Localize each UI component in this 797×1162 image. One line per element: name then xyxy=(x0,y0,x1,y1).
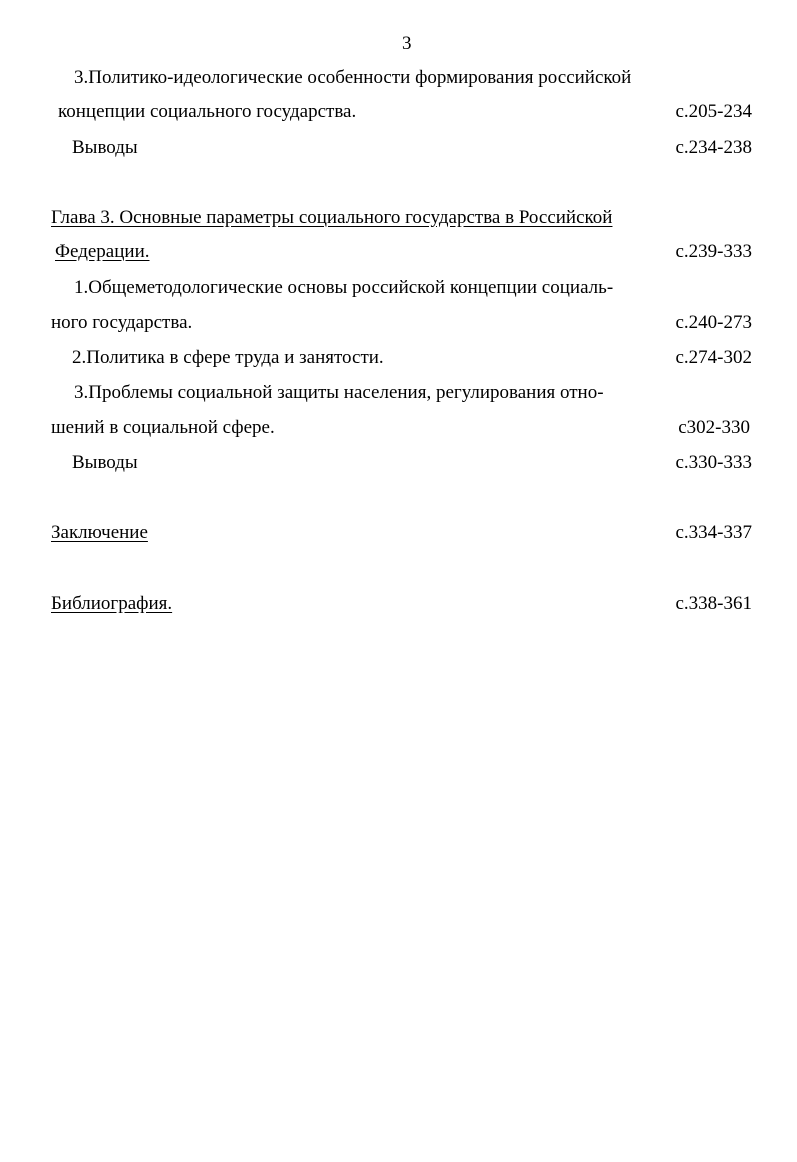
toc-chapter2-conclusions-label: Выводы xyxy=(72,137,138,158)
toc-item-2-3-line1: 3.Политико-идеологические особенности формирования российской xyxy=(74,67,632,88)
toc-chapter3-title-line1: Глава 3. Основные параметры социального государства в Российской xyxy=(51,207,613,228)
toc-chapter3-pages: с.239-333 xyxy=(675,241,752,262)
toc-chapter2-conclusions-pages: с.234-238 xyxy=(675,137,752,158)
toc-item-3-1-line1: 1.Общеметодологические основы российской концепции социаль- xyxy=(74,277,614,298)
toc-item-3-3-pages: с302-330 xyxy=(678,417,750,438)
toc-conclusion-label: Заключение xyxy=(51,522,148,543)
toc-item-2-3-pages: с.205-234 xyxy=(675,101,752,122)
toc-bibliography-pages: с.338-361 xyxy=(675,593,752,614)
toc-item-3-3-line1: 3.Проблемы социальной защиты населения, регулирования отно- xyxy=(74,382,604,403)
toc-chapter3-title-line2: Федерации. xyxy=(55,241,150,262)
toc-item-3-1-pages: с.240-273 xyxy=(675,312,752,333)
toc-bibliography-label: Библиография. xyxy=(51,593,173,614)
toc-chapter3-conclusions-pages: с.330-333 xyxy=(675,452,752,473)
toc-item-3-2-line1: 2.Политика в сфере труда и занятости. xyxy=(72,347,384,368)
toc-item-3-2-pages: с.274-302 xyxy=(675,347,752,368)
toc-chapter3-conclusions-label: Выводы xyxy=(72,452,138,473)
toc-conclusion-pages: с.334-337 xyxy=(675,522,752,543)
toc-item-3-3-line2: шений в социальной сфере. xyxy=(51,417,275,438)
toc-item-3-1-line2: ного государства. xyxy=(51,312,193,333)
toc-item-2-3-line2: концепции социального государства. xyxy=(58,101,357,122)
page-number: 3 xyxy=(402,33,412,54)
